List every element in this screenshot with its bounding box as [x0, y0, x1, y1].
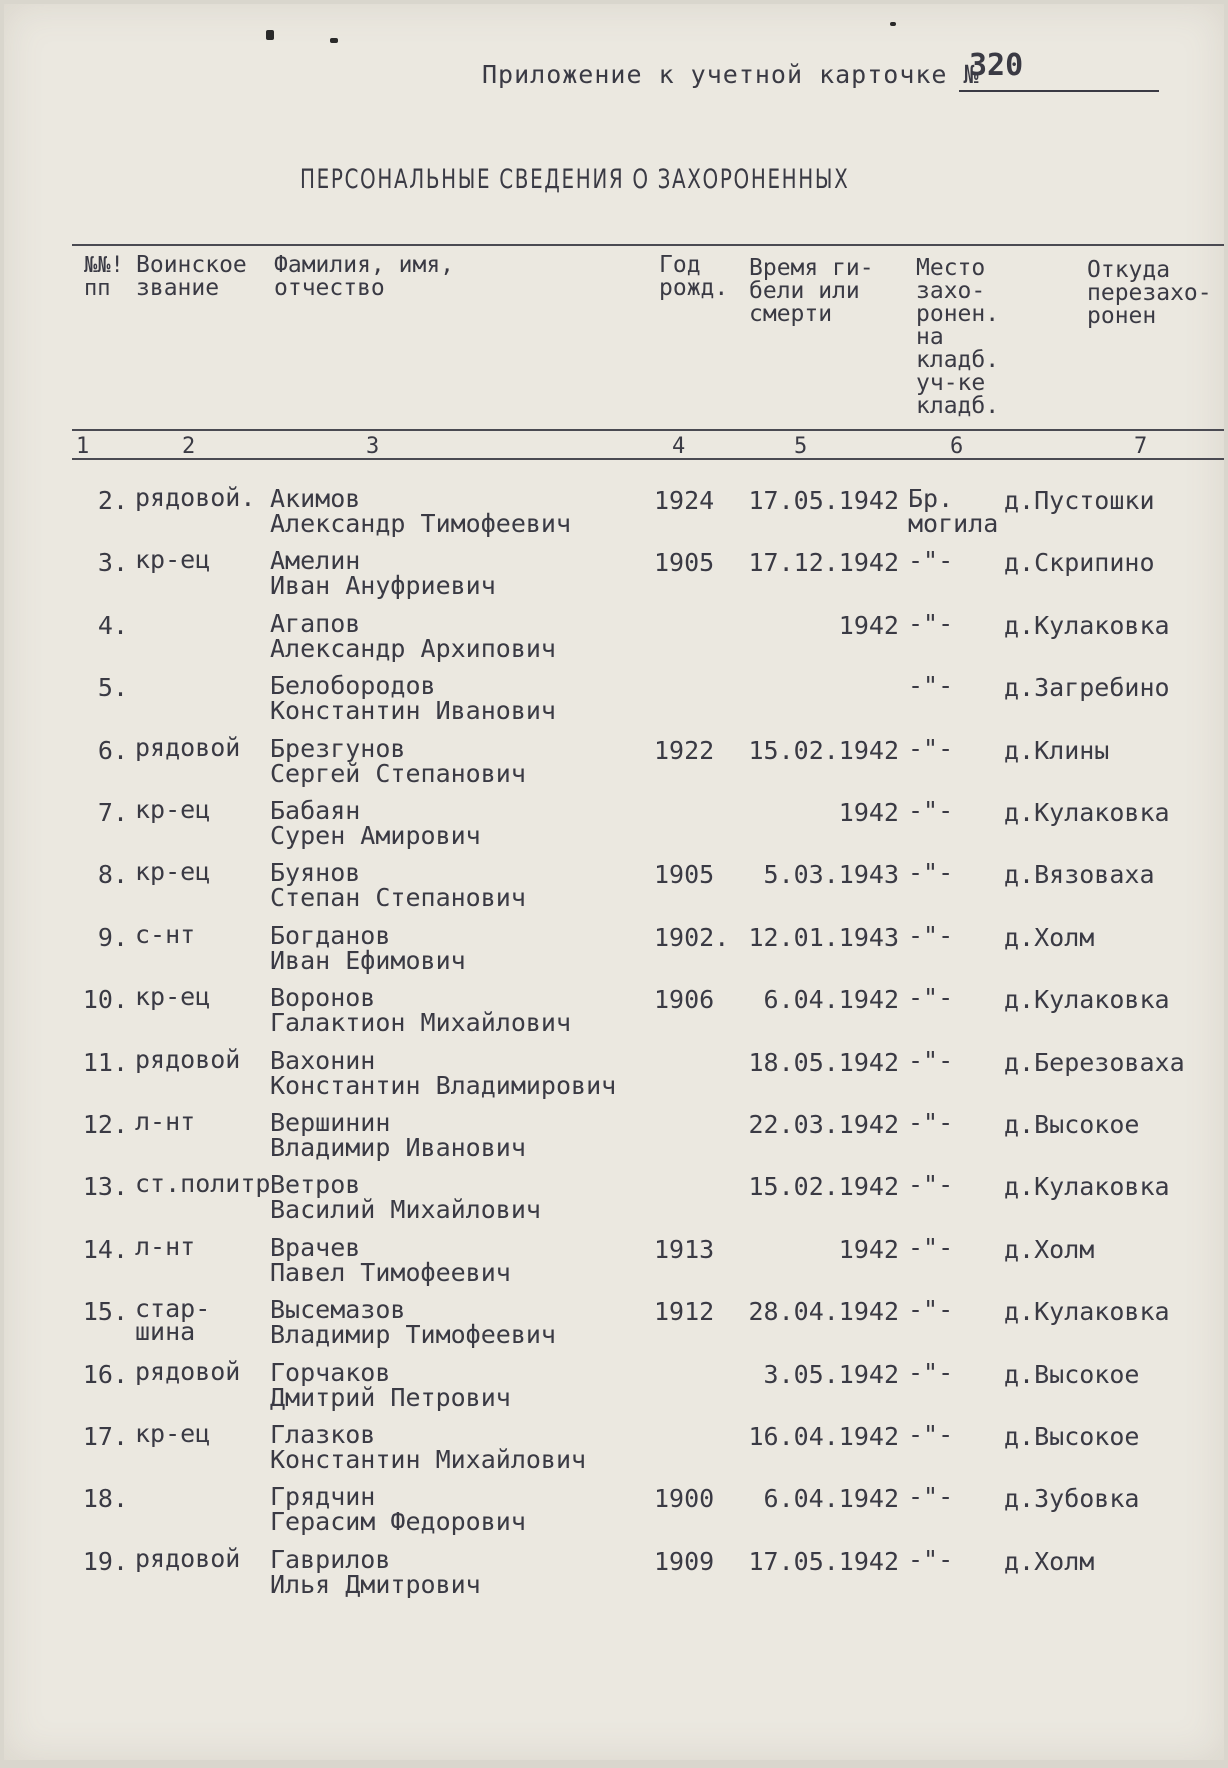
rank: кр-ец: [135, 857, 211, 887]
full-name: [270, 798, 481, 848]
record-number: 14.: [82, 1234, 128, 1264]
given-names: Павел Тимофеевич: [270, 1257, 511, 1287]
surname: Вершинин: [270, 1108, 391, 1137]
table-row: [4, 1044, 1224, 1110]
surname: Бабаян: [270, 796, 361, 825]
burial-place: -"-: [908, 733, 954, 763]
rank: ст.политр: [135, 1169, 271, 1199]
rank: рядовой: [135, 1044, 241, 1074]
given-names: Александр Архипович: [270, 633, 556, 663]
record-number: 15.: [82, 1297, 128, 1327]
surname: Вахонин: [270, 1045, 376, 1075]
rank: л-нт: [135, 1107, 196, 1136]
table-row: [4, 857, 1224, 922]
death-date: 28.04.1942: [748, 1297, 899, 1327]
burial-place: -"-: [908, 1295, 954, 1325]
burial-place: -"-: [908, 1045, 954, 1075]
column-numbers-rule: [72, 458, 1224, 460]
surname: Гаврилов: [270, 1544, 391, 1574]
burial-place: -"-: [908, 1357, 954, 1387]
reburied-from: д.Холм: [1004, 1234, 1095, 1264]
rank: рядовой: [135, 1356, 241, 1386]
death-date: 18.05.1942: [748, 1047, 899, 1077]
death-date: 6.04.1942: [763, 1484, 899, 1514]
full-name: [270, 733, 526, 788]
given-names: Герасим Федорович: [270, 1507, 526, 1537]
record-number: 18.: [82, 1484, 128, 1514]
full-name: [270, 1422, 586, 1472]
rank: кр-ец: [135, 982, 211, 1012]
reburied-from: д.Березоваха: [1004, 1047, 1185, 1077]
given-names: Илья Дмитрович: [270, 1569, 481, 1599]
reburied-from: д.Скрипино: [1004, 548, 1155, 578]
full-name: [270, 983, 572, 1038]
death-date: 22.03.1942: [748, 1110, 899, 1139]
table-row: [4, 1543, 1224, 1609]
given-names: Сурен Амирович: [270, 821, 481, 850]
given-names: Владимир Тимофеевич: [270, 1320, 556, 1350]
full-name: [270, 1045, 617, 1100]
full-name: [270, 1357, 511, 1412]
record-number: 10.: [82, 985, 128, 1015]
table-row: [4, 732, 1224, 798]
death-date: 17.05.1942: [748, 486, 899, 515]
given-names: Сергей Степанович: [270, 758, 526, 788]
rank: кр-ец: [135, 795, 211, 824]
birth-year: 1912: [654, 1297, 715, 1327]
burial-place: -"-: [908, 671, 954, 701]
record-number: 16.: [82, 1359, 128, 1389]
given-names: Иван Ануфриевич: [270, 571, 496, 601]
birth-year: 1905: [654, 860, 715, 890]
column-header-birth-year: Год рожд.: [659, 252, 729, 301]
column-number-6: 6: [950, 434, 964, 459]
death-date: 3.05.1942: [763, 1359, 899, 1389]
table-row: [4, 1169, 1224, 1234]
rank: кр-ец: [135, 1419, 211, 1448]
column-number-2: 2: [182, 434, 196, 459]
burial-place: -"-: [908, 608, 954, 638]
surname: Воронов: [270, 983, 376, 1013]
record-number: 17.: [82, 1422, 128, 1451]
given-names: Иван Ефимович: [270, 945, 466, 975]
record-number: 19.: [82, 1546, 128, 1576]
burial-place: -"-: [908, 920, 954, 950]
given-names: Владимир Иванович: [270, 1133, 526, 1162]
reburied-from: д.Кулаковка: [1004, 798, 1170, 827]
reburied-from: д.Холм: [1004, 922, 1095, 952]
table-row: [4, 795, 1224, 860]
rank: рядовой.: [135, 483, 256, 512]
burial-place: -"-: [908, 546, 954, 576]
full-name: [270, 671, 556, 726]
rank: кр-ец: [135, 545, 211, 575]
birth-year: 1905: [654, 548, 715, 578]
appendix-label: Приложение к учетной карточке №: [482, 60, 980, 89]
surname: Глазков: [270, 1420, 376, 1449]
rank: л-нт: [135, 1231, 196, 1261]
table-row: [4, 1419, 1224, 1484]
document-title: ПЕРСОНАЛЬНЫЕ СВЕДЕНИЯ О ЗАХОРОНЕННЫХ: [300, 164, 850, 195]
death-date: 16.04.1942: [748, 1422, 899, 1451]
surname: Брезгунов: [270, 733, 406, 763]
given-names: Дмитрий Петрович: [270, 1382, 511, 1412]
table-row: [4, 1484, 1224, 1546]
full-name: [270, 1295, 556, 1350]
burial-place: -"-: [908, 1420, 954, 1449]
table-row: [4, 919, 1224, 985]
column-header-reburied-from: Откуда перезахо- ронен: [1087, 257, 1212, 329]
rank: с-нт: [135, 919, 196, 949]
death-date: 1942: [838, 610, 899, 640]
ink-mark: [330, 38, 338, 43]
record-number: 11.: [82, 1047, 128, 1077]
burial-place: -"-: [908, 1232, 954, 1262]
surname: Богданов: [270, 920, 391, 950]
full-name: [270, 546, 496, 601]
card-number-underline: [959, 90, 1159, 92]
record-number: 8.: [97, 860, 128, 890]
burial-place: Бр. могила: [908, 484, 999, 538]
reburied-from: д.Кулаковка: [1004, 610, 1170, 640]
surname: Высемазов: [270, 1295, 406, 1325]
record-number: 6.: [97, 735, 128, 765]
death-date: 6.04.1942: [763, 985, 899, 1015]
reburied-from: д.Загребино: [1004, 673, 1170, 703]
burial-place: -"-: [908, 1482, 954, 1512]
given-names: Константин Владимирович: [270, 1070, 617, 1100]
ink-mark: [890, 22, 896, 26]
reburied-from: д.Высокое: [1004, 1422, 1140, 1451]
birth-year: 1909: [654, 1546, 715, 1576]
rank: стар- шина: [135, 1294, 211, 1347]
table-row: [4, 1107, 1224, 1172]
birth-year: 1922: [654, 735, 715, 765]
given-names: Александр Тимофеевич: [270, 509, 572, 538]
given-names: Степан Степанович: [270, 883, 526, 913]
given-names: Константин Михайлович: [270, 1445, 587, 1474]
rank: рядовой: [135, 1543, 241, 1573]
surname: Ветров: [270, 1170, 361, 1200]
reburied-from: д.Кулаковка: [1004, 1297, 1170, 1327]
full-name: [270, 1170, 541, 1225]
record-number: 7.: [97, 798, 128, 827]
full-name: [270, 1232, 511, 1287]
given-names: Константин Иванович: [270, 696, 556, 726]
table-top-rule: [72, 244, 1224, 246]
record-number: 9.: [97, 922, 128, 952]
reburied-from: д.Холм: [1004, 1546, 1095, 1576]
birth-year: 1902.: [654, 922, 730, 952]
reburied-from: д.Высокое: [1004, 1110, 1140, 1139]
death-date: 15.02.1942: [748, 735, 899, 765]
table-row: [4, 1231, 1224, 1297]
full-name: [270, 858, 526, 913]
full-name: [270, 608, 556, 663]
surname: Горчаков: [270, 1357, 391, 1387]
death-date: 5.03.1943: [763, 860, 899, 890]
birth-year: 1900: [654, 1484, 715, 1514]
full-name: [270, 1544, 481, 1599]
death-date: 12.01.1943: [748, 922, 899, 952]
column-header-death-date: Время ги- бели или смерти: [749, 255, 874, 327]
burial-place: -"-: [908, 983, 954, 1013]
full-name: [270, 920, 466, 975]
surname: Белобородов: [270, 671, 436, 701]
birth-year: 1913: [654, 1234, 715, 1264]
column-header-name: Фамилия, имя, отчество: [274, 252, 455, 301]
death-date: 1942: [838, 1234, 899, 1264]
death-date: 15.02.1942: [748, 1172, 899, 1202]
table-row: [4, 545, 1224, 610]
death-date: 17.12.1942: [748, 548, 899, 578]
death-date: 17.05.1942: [748, 1546, 899, 1576]
column-number-1: 1: [76, 434, 90, 459]
ink-mark: [266, 30, 274, 40]
table-row: [4, 1294, 1224, 1359]
full-name: [270, 1482, 526, 1537]
burial-place: -"-: [908, 858, 954, 888]
reburied-from: д.Вязоваха: [1004, 860, 1155, 890]
full-name: [270, 486, 571, 536]
surname: Акимов: [270, 484, 361, 513]
header-bottom-rule: [72, 429, 1224, 431]
surname: Амелин: [270, 546, 361, 576]
surname: Грядчин: [270, 1482, 376, 1512]
column-number-5: 5: [794, 434, 808, 459]
reburied-from: д.Высокое: [1004, 1359, 1140, 1389]
burial-place: -"-: [908, 796, 954, 825]
birth-year: 1924: [654, 486, 715, 515]
birth-year: 1906: [654, 985, 715, 1015]
surname: Буянов: [270, 858, 361, 888]
record-number: 3.: [97, 548, 128, 578]
column-header-rank: Воинское звание: [136, 252, 247, 301]
death-date: 1942: [838, 798, 899, 827]
column-header-burial-place: Место захо- ронен. на кладб. уч-ке кладб.: [916, 255, 1000, 419]
full-name: [270, 1110, 526, 1160]
reburied-from: д.Зубовка: [1004, 1484, 1140, 1514]
column-number-3: 3: [366, 434, 380, 459]
surname: Врачев: [270, 1232, 361, 1262]
surname: Агапов: [270, 608, 361, 638]
column-number-7: 7: [1134, 434, 1148, 459]
rank: рядовой: [135, 732, 241, 762]
record-number: 2.: [97, 486, 128, 515]
record-number: 13.: [82, 1172, 128, 1202]
table-row: [4, 982, 1224, 1047]
burial-place: -"-: [908, 1170, 954, 1200]
card-number: 320: [969, 48, 1024, 83]
reburied-from: д.Кулаковка: [1004, 1172, 1170, 1202]
reburied-from: д.Кулаковка: [1004, 985, 1170, 1015]
table-row: [4, 673, 1224, 735]
given-names: Галактион Михайлович: [270, 1008, 572, 1038]
document-sheet: [4, 4, 1224, 1760]
column-number-4: 4: [672, 434, 686, 459]
given-names: Василий Михайлович: [270, 1195, 541, 1225]
record-number: 4.: [97, 610, 128, 640]
table-row: [4, 1356, 1224, 1422]
reburied-from: д.Клины: [1004, 735, 1110, 765]
column-header-number: №№! пп: [84, 253, 124, 301]
burial-place: -"-: [908, 1108, 954, 1137]
reburied-from: д.Пустошки: [1004, 486, 1155, 515]
record-number: 5.: [97, 673, 128, 703]
table-row: [4, 483, 1224, 548]
record-number: 12.: [82, 1110, 128, 1139]
table-row: [4, 608, 1224, 673]
burial-place: -"-: [908, 1544, 954, 1574]
